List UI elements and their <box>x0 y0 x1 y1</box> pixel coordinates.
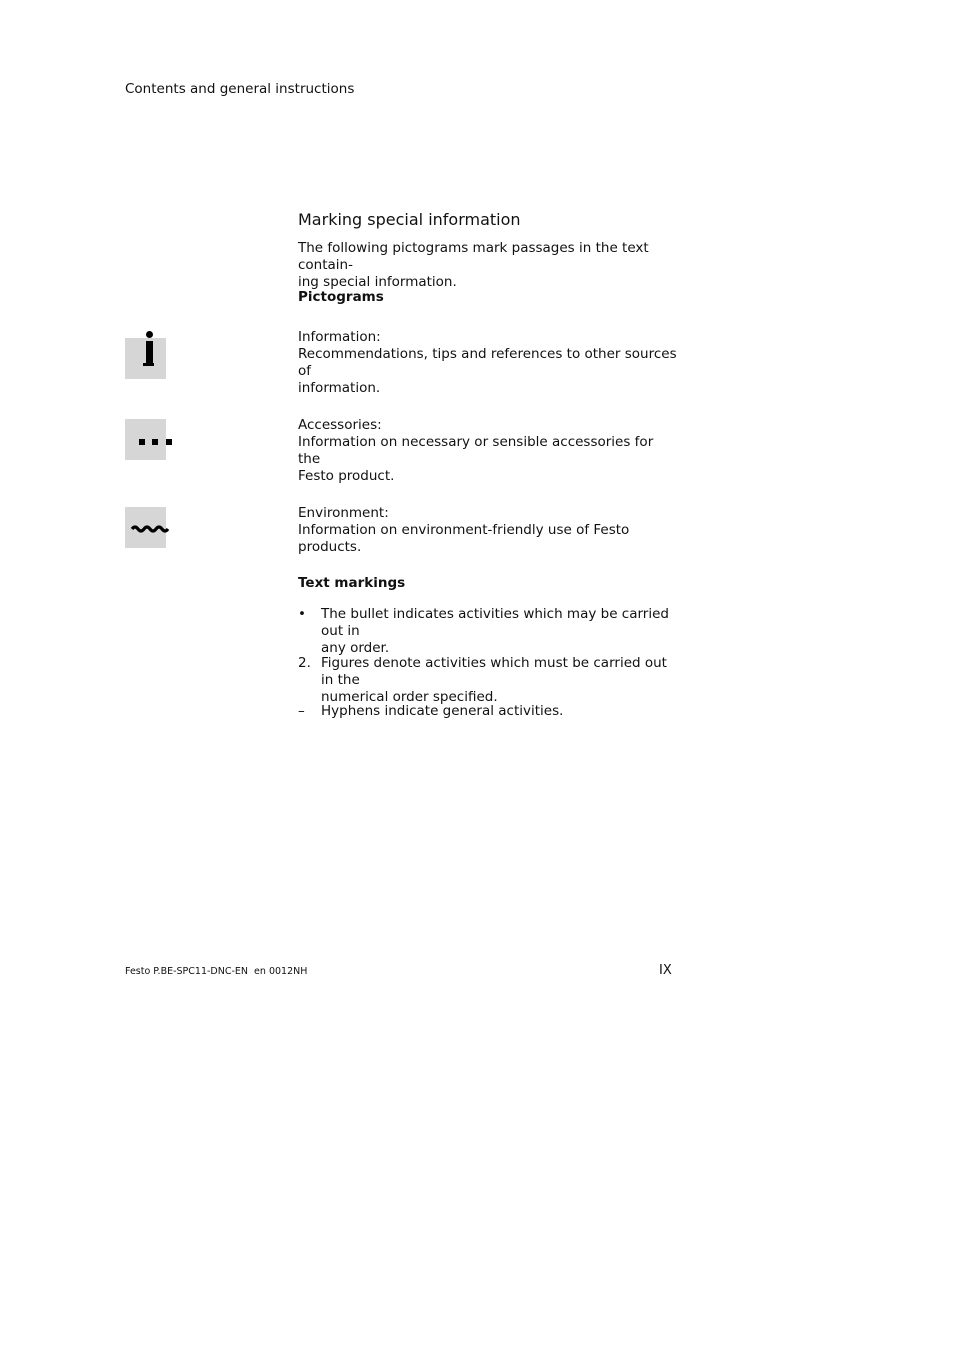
pictogram-item-information <box>298 329 678 397</box>
list-text: Figures denote activities which must be carried out in the <box>321 655 667 688</box>
pictogram-desc: Festo product. <box>298 468 395 484</box>
list-marker: 2. <box>298 655 311 671</box>
pictogram-desc: Information on necessary or sensible accessories for the <box>298 434 654 467</box>
intro-line: ing special information. <box>298 274 457 290</box>
page-number: IX <box>659 963 672 978</box>
list-text: any order. <box>321 640 390 656</box>
text-markings-heading: Text markings <box>298 575 406 591</box>
list-text: Hyphens indicate general activities. <box>321 703 564 719</box>
pictogram-desc: Information on environment-friendly use of Festo products. <box>298 522 630 555</box>
section-title: Marking special information <box>298 210 521 229</box>
running-header: Contents and general instructions <box>125 81 355 97</box>
pictogram-desc: Recommendations, tips and references to other sources of <box>298 346 677 379</box>
pictograms-heading: Pictograms <box>298 289 384 305</box>
accessories-icon <box>125 419 166 460</box>
list-text: The bullet indicates activities which may be carried out in <box>321 606 669 639</box>
environment-icon <box>125 507 166 548</box>
footer-document-id: Festo P.BE-SPC11-DNC-EN en 0012NH <box>125 966 308 977</box>
pictogram-title: Information: <box>298 329 381 345</box>
pictogram-title: Environment: <box>298 505 389 521</box>
intro-line: The following pictograms mark passages in the text contain- <box>298 240 649 273</box>
pictogram-desc: information. <box>298 380 381 396</box>
pictogram-title: Accessories: <box>298 417 382 433</box>
list-marker: – <box>298 703 305 719</box>
intro-paragraph <box>298 240 678 291</box>
pictogram-item-accessories <box>298 417 678 485</box>
information-icon <box>125 338 166 379</box>
list-text: numerical order specified. <box>321 689 498 705</box>
pictogram-item-environment <box>298 505 678 556</box>
list-marker: • <box>298 606 306 622</box>
